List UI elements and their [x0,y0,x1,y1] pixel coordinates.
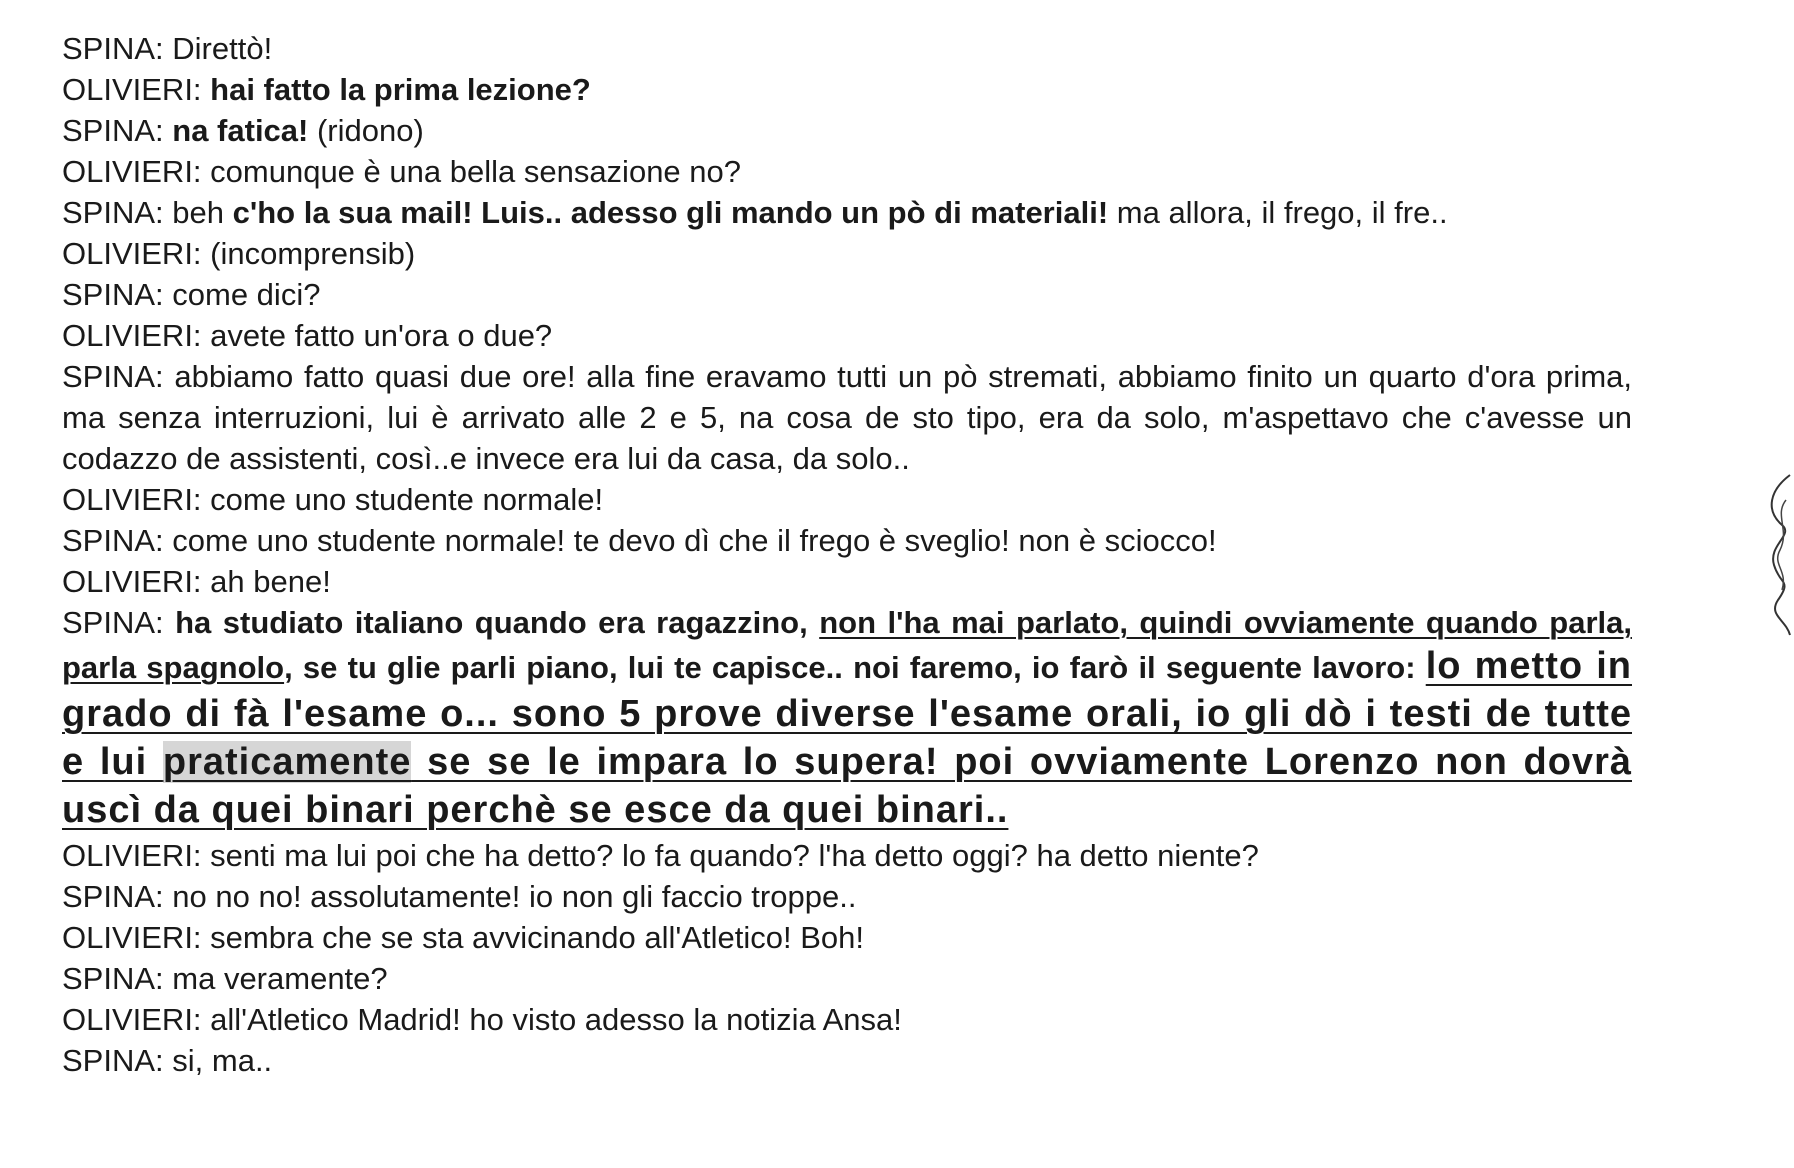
speaker-label: SPINA: [62,605,164,640]
transcript-line [62,479,1632,520]
transcript-line [62,999,1632,1040]
spoken-text: ah bene! [201,564,331,599]
speaker-label: OLIVIERI: [62,838,202,873]
transcript-line [62,192,1632,233]
speaker-label: OLIVIERI: [62,72,202,107]
spoken-text: all'Atletico Madrid! ho visto adesso la notizia Ansa! [201,1002,902,1037]
bold-text: ha studiato italiano quando era ragazzino, [163,605,820,640]
spoken-text: come uno studente normale! [201,482,604,517]
transcript-line [62,315,1632,356]
speaker-label: SPINA: [62,113,164,148]
margin-signature [1760,470,1794,640]
spoken-text: come uno studente normale! te devo dì che il frego è sveglio! non è sciocco! [163,523,1217,558]
spoken-text: ma veramente? [163,961,388,996]
transcript-line [62,876,1632,917]
spoken-text: (ridono) [308,113,424,148]
transcript-line [62,233,1632,274]
speaker-label: OLIVIERI: [62,564,202,599]
bold-text: , se tu glie parli piano, lui te capisce.. noi faremo, io farò il seguente lavoro: [284,650,1426,685]
spoken-text: Direttò! [163,31,273,66]
underlined-text: non l'ha mai parlato, quindi ovviamente quando parla, parla spagnolo [62,605,1632,685]
speaker-label: SPINA: [62,31,164,66]
speaker-label: OLIVIERI: [62,482,202,517]
speaker-label: SPINA: [62,359,164,394]
spoken-text: beh [163,195,233,230]
spoken-text: no no no! assolutamente! io non gli faccio troppe.. [163,879,857,914]
speaker-label: OLIVIERI: [62,920,202,955]
transcript-line [62,917,1632,958]
transcript-line [62,561,1632,602]
emphasized-text: lo metto in grado di fà l'esame o... sono 5 prove diverse l'esame orali, io gli dò i testi de tutte e lui [62,645,1632,783]
speaker-label: SPINA: [62,195,164,230]
transcript-line [62,110,1632,151]
spoken-text: abbiamo fatto quasi due ore! alla fine eravamo tutti un pò stremati, abbiamo finito un quarto d'ora prima, ma senza interruzioni, lui è arrivato alle 2 e 5, na cosa de sto tipo, era da solo, m'aspettavo che c'avesse un codazzo de assistenti, così..e invece era lui da casa, da solo.. [62,359,1632,476]
spoken-text: (incomprensib) [201,236,416,271]
speaker-label: OLIVIERI: [62,236,202,271]
transcript-line [62,28,1632,69]
speaker-label: SPINA: [62,1043,164,1078]
spoken-text: sembra che se sta avvicinando all'Atletico! Boh! [201,920,864,955]
spoken-text: avete fatto un'ora o due? [201,318,553,353]
speaker-label: SPINA: [62,523,164,558]
transcript-page [62,28,1632,1081]
speaker-label: OLIVIERI: [62,1002,202,1037]
speaker-label: OLIVIERI: [62,318,202,353]
speaker-label: OLIVIERI: [62,154,202,189]
transcript-line [62,835,1632,876]
transcript-line [62,274,1632,315]
highlighted-text: praticamente [162,741,412,783]
bold-text: na fatica! [163,113,309,148]
speaker-label: SPINA: [62,277,164,312]
bold-text: c'ho la sua mail! Luis.. adesso gli mando un pò di materiali! [232,195,1109,230]
spoken-text: ma allora, il frego, il fre.. [1108,195,1448,230]
spoken-text: senti ma lui poi che ha detto? lo fa quando? l'ha detto oggi? ha detto niente? [201,838,1259,873]
transcript-line [62,356,1632,479]
spoken-text: comunque è una bella sensazione no? [201,154,742,189]
speaker-label: SPINA: [62,879,164,914]
transcript-line [62,520,1632,561]
transcript-line [62,69,1632,110]
transcript-line [62,151,1632,192]
bold-text: hai fatto la prima lezione? [201,72,591,107]
spoken-text: come dici? [163,277,321,312]
transcript-line [62,958,1632,999]
transcript-line [62,1040,1632,1081]
speaker-label: SPINA: [62,961,164,996]
transcript-line [62,602,1632,835]
emphasized-text: se se le impara lo supera! poi ovviamente Lorenzo non dovrà uscì da quei binari perchè se esce da quei binari.. [62,741,1632,831]
spoken-text: si, ma.. [163,1043,273,1078]
